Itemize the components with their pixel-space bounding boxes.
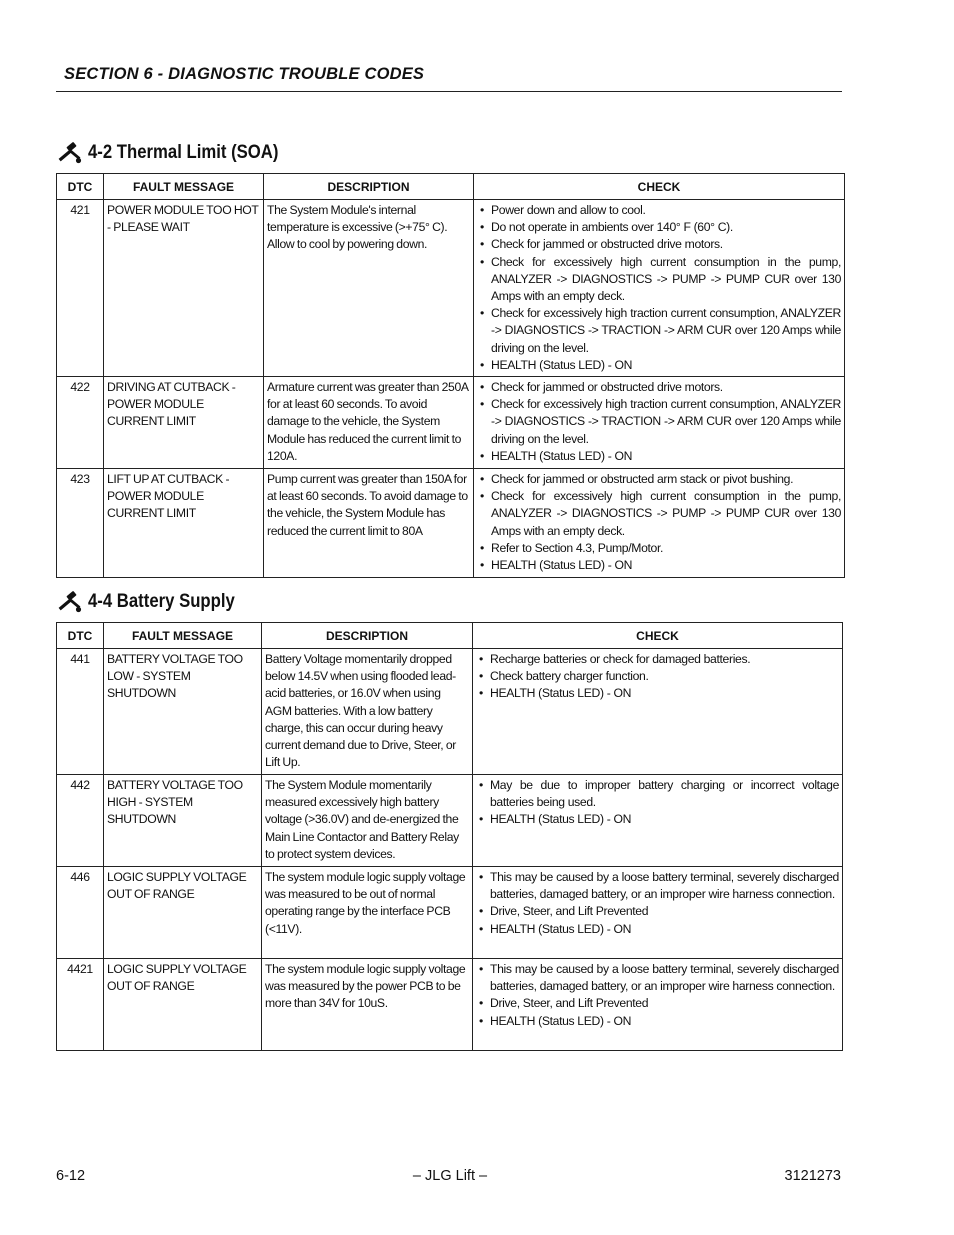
check-item: • Check for excessively high current consumption in the pump, ANALYZER -> DIAGNOSTICS -> PUMP -> PUMP CUR over 130 Amps with an empty deck. — [477, 254, 841, 306]
check-item: • Drive, Steer, and Lift Prevented — [476, 995, 839, 1012]
column-header-fault: FAULT MESSAGE — [104, 174, 264, 200]
check-list — [476, 869, 839, 938]
dtc-code: 4421 — [57, 959, 104, 1051]
fault-message: BATTERY VOLTAGE TOO HIGH - SYSTEM SHUTDOWN — [104, 775, 262, 867]
footer-brand: – JLG Lift – — [412, 1168, 488, 1184]
dtc-code: 441 — [57, 649, 104, 775]
fault-description: Armature current was greater than 250A for at least 60 seconds. To avoid damage to the vehicle, the System Module has reduced the current limit to 120A. — [264, 377, 474, 469]
fault-message: POWER MODULE TOO HOT - PLEASE WAIT — [104, 200, 264, 377]
check-item: • Drive, Steer, and Lift Prevented — [476, 903, 839, 920]
table-row — [57, 775, 843, 867]
check-item: • HEALTH (Status LED) - ON — [476, 811, 839, 828]
column-header-dtc: DTC — [57, 174, 104, 200]
table-header-row — [57, 623, 843, 649]
check-item: • This may be caused by a loose battery terminal, severely discharged batteries, damaged battery, or an improper wire harness connection. — [476, 869, 839, 903]
column-header-dtc: DTC — [57, 623, 104, 649]
check-item: • This may be caused by a loose battery terminal, severely discharged batteries, damaged battery, or an improper wire harness connection. — [476, 961, 839, 995]
table-row — [57, 377, 845, 469]
section-title: 4-4 Battery Supply — [88, 591, 235, 612]
thermal-limit-table — [56, 173, 845, 578]
check-item: • HEALTH (Status LED) - ON — [477, 357, 841, 374]
check-item: • Check for excessively high traction current consumption, ANALYZER -> DIAGNOSTICS -> TRACTION -> ARM CUR over 120 Amps while driving on the level. — [477, 396, 841, 448]
check-cell — [473, 775, 843, 867]
check-item: • Check for jammed or obstructed arm stack or pivot bushing. — [477, 471, 841, 488]
check-item: • May be due to improper battery charging or incorrect voltage batteries being used. — [476, 777, 839, 811]
document-number: 3121273 — [784, 1168, 841, 1184]
dtc-code: 423 — [57, 469, 104, 578]
check-cell — [473, 959, 843, 1051]
dtc-code: 442 — [57, 775, 104, 867]
check-cell — [473, 649, 843, 775]
check-item: • HEALTH (Status LED) - ON — [477, 448, 841, 465]
table-row — [57, 649, 843, 775]
fault-message: LOGIC SUPPLY VOLTAGE OUT OF RANGE — [104, 959, 262, 1051]
table-header-row — [57, 174, 845, 200]
header-rule — [56, 91, 842, 92]
section-heading-thermal — [56, 142, 304, 164]
table-row — [57, 200, 845, 377]
check-item: • Recharge batteries or check for damaged batteries. — [476, 651, 839, 668]
check-cell — [474, 377, 845, 469]
check-list — [477, 379, 841, 465]
check-item: • HEALTH (Status LED) - ON — [476, 921, 839, 938]
fault-message: DRIVING AT CUTBACK - POWER MODULE CURRENT LIMIT — [104, 377, 264, 469]
check-item: • Check for excessively high current consumption in the pump, ANALYZER -> DIAGNOSTICS -> PUMP -> PUMP CUR over 130 Amps with an empty deck. — [477, 488, 841, 540]
section-heading-battery — [56, 591, 255, 613]
page-number: 6-12 — [56, 1168, 86, 1184]
table-row — [57, 867, 843, 959]
check-cell — [474, 469, 845, 578]
fault-description: The system module logic supply voltage was measured by the power PCB to be more than 34V for 10uS. — [262, 959, 473, 1051]
check-item: • Do not operate in ambients over 140° F (60° C). — [477, 219, 841, 236]
check-item: • Check for excessively high traction current consumption, ANALYZER -> DIAGNOSTICS -> TRACTION -> ARM CUR over 120 Amps while driving on the level. — [477, 305, 841, 357]
check-list — [477, 202, 841, 374]
fault-description: The System Module's internal temperature is excessive (>+75° C). Allow to cool by powering down. — [264, 200, 474, 377]
check-item: • HEALTH (Status LED) - ON — [477, 557, 841, 574]
fault-description: The system module logic supply voltage was measured to be out of normal operating range by the interface PCB (<11V). — [262, 867, 473, 959]
fault-message: LIFT UP AT CUTBACK - POWER MODULE CURRENT LIMIT — [104, 469, 264, 578]
check-cell — [473, 867, 843, 959]
section-title: 4-2 Thermal Limit (SOA) — [88, 142, 279, 163]
section-header-title: SECTION 6 - DIAGNOSTIC TROUBLE CODES — [64, 65, 425, 83]
fault-description: Pump current was greater than 150A for at least 60 seconds. To avoid damage to the vehicle, the System Module has reduced the current limit to 80A — [264, 469, 474, 578]
column-header-description: DESCRIPTION — [264, 174, 474, 200]
check-item: • Refer to Section 4.3, Pump/Motor. — [477, 540, 841, 557]
check-list — [476, 651, 839, 703]
dtc-code: 421 — [57, 200, 104, 377]
wrench-hammer-icon — [56, 142, 82, 164]
column-header-description: DESCRIPTION — [262, 623, 473, 649]
fault-description: Battery Voltage momentarily dropped below 14.5V when using flooded lead-acid batteries, or 16.0V when using AGM batteries. With a low battery charge, this can occur during heavy current demand due to Drive, Steer, or Lift Up. — [262, 649, 473, 775]
check-item: • Power down and allow to cool. — [477, 202, 841, 219]
check-item: • Check for jammed or obstructed drive motors. — [477, 379, 841, 396]
fault-description: The System Module momentarily measured excessively high battery voltage (>36.0V) and de-energized the Main Line Contactor and Battery Relay to protect system devices. — [262, 775, 473, 867]
dtc-code: 422 — [57, 377, 104, 469]
table-row — [57, 959, 843, 1051]
check-item: • HEALTH (Status LED) - ON — [476, 1013, 839, 1030]
check-item: • Check battery charger function. — [476, 668, 839, 685]
column-header-check: CHECK — [473, 623, 843, 649]
wrench-hammer-icon — [56, 591, 82, 613]
column-header-check: CHECK — [474, 174, 845, 200]
check-list — [477, 471, 841, 574]
check-item: • Check for jammed or obstructed drive motors. — [477, 236, 841, 253]
fault-message: LOGIC SUPPLY VOLTAGE OUT OF RANGE — [104, 867, 262, 959]
column-header-fault: FAULT MESSAGE — [104, 623, 262, 649]
check-cell — [474, 200, 845, 377]
battery-supply-table — [56, 622, 843, 1051]
check-list — [476, 777, 839, 829]
table-row — [57, 469, 845, 578]
fault-message: BATTERY VOLTAGE TOO LOW - SYSTEM SHUTDOWN — [104, 649, 262, 775]
check-item: • HEALTH (Status LED) - ON — [476, 685, 839, 702]
check-list — [476, 961, 839, 1030]
dtc-code: 446 — [57, 867, 104, 959]
